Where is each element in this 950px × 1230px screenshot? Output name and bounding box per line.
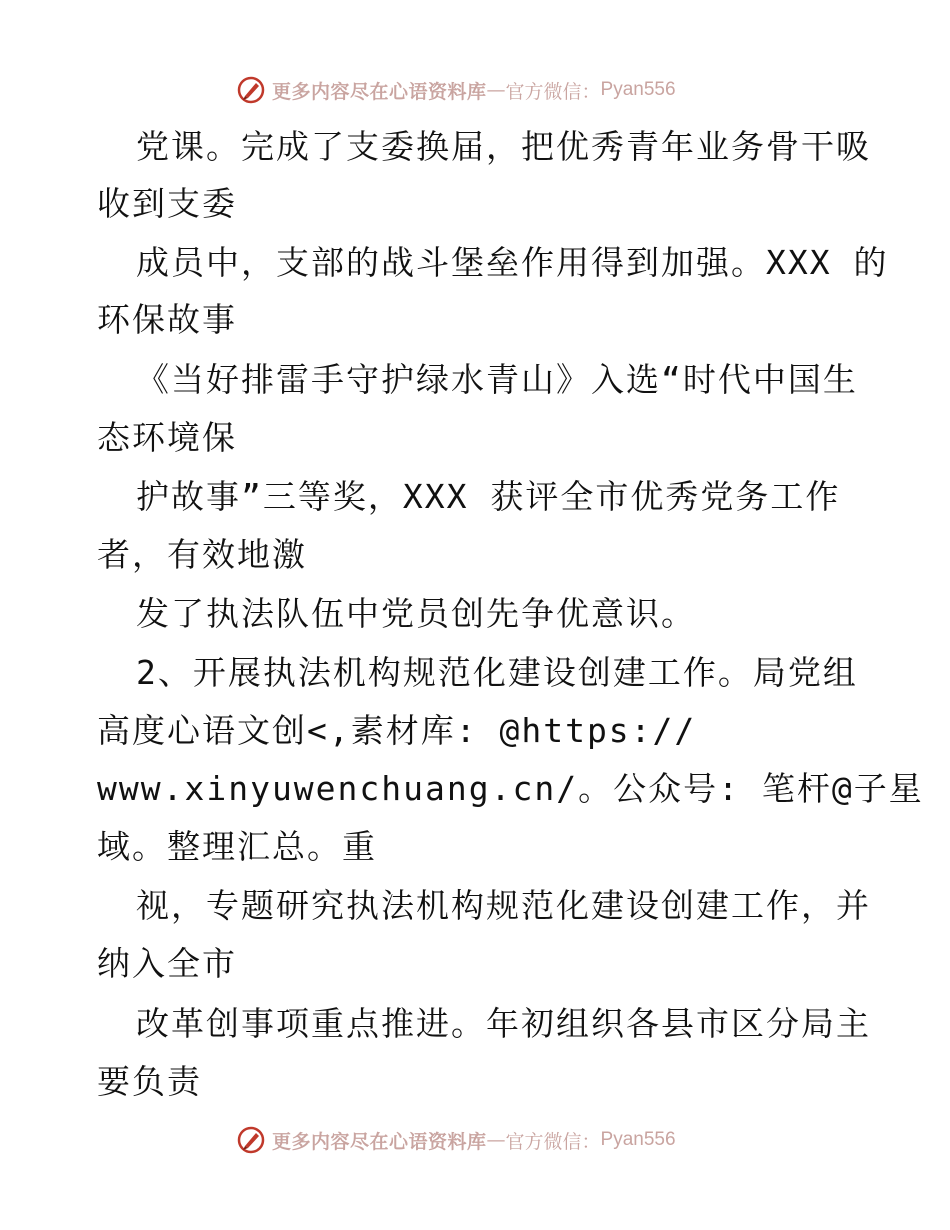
body-line: 发了执法队伍中党员创先争优意识。 bbox=[136, 594, 696, 633]
brand-text: 更多内容尽在心语资料库 bbox=[272, 1130, 487, 1153]
header-watermark bbox=[236, 73, 676, 107]
banner-dash: — bbox=[486, 79, 506, 101]
body-line: 改革创事项重点推进。年初组织各县市区分局主 bbox=[136, 1004, 871, 1043]
body-line: 收到支委 bbox=[97, 184, 237, 223]
body-line: 党课。完成了支委换届，把优秀青年业务骨干吸 bbox=[136, 127, 871, 166]
body-line: 要负责 bbox=[97, 1062, 202, 1101]
body-line: 者，有效地激 bbox=[97, 535, 307, 574]
body-line: www.xinyuwenchuang.cn/。公众号: 笔杆@子星 bbox=[97, 769, 924, 808]
body-line: 《当好排雷手守护绿水青山》入选“时代中国生 bbox=[136, 360, 858, 399]
wechat-handle: Pyan556 bbox=[600, 1129, 676, 1150]
pen-logo-icon bbox=[236, 75, 266, 105]
body-line: 环保故事 bbox=[97, 300, 237, 339]
pen-logo-icon bbox=[236, 1125, 266, 1155]
footer-watermark bbox=[236, 1123, 676, 1157]
wechat-label: 官方微信： bbox=[505, 80, 601, 103]
body-line: 态环境保 bbox=[97, 418, 237, 457]
banner-dash: — bbox=[486, 1129, 506, 1151]
wechat-handle: Pyan556 bbox=[600, 79, 676, 100]
body-line: 域。整理汇总。重 bbox=[97, 827, 377, 866]
body-line: 纳入全市 bbox=[97, 944, 237, 983]
body-line: 高度心语文创<,素材库: @https:// bbox=[97, 711, 697, 750]
body-line: 视，专题研究执法机构规范化建设创建工作，并 bbox=[136, 886, 871, 925]
wechat-label: 官方微信： bbox=[505, 1130, 601, 1153]
body-line: 护故事”三等奖，XXX 获评全市优秀党务工作 bbox=[136, 477, 841, 516]
brand-text: 更多内容尽在心语资料库 bbox=[272, 80, 487, 103]
body-line: 2、开展执法机构规范化建设创建工作。局党组 bbox=[136, 653, 858, 692]
body-line: 成员中，支部的战斗堡垒作用得到加强。XXX 的 bbox=[136, 243, 889, 282]
